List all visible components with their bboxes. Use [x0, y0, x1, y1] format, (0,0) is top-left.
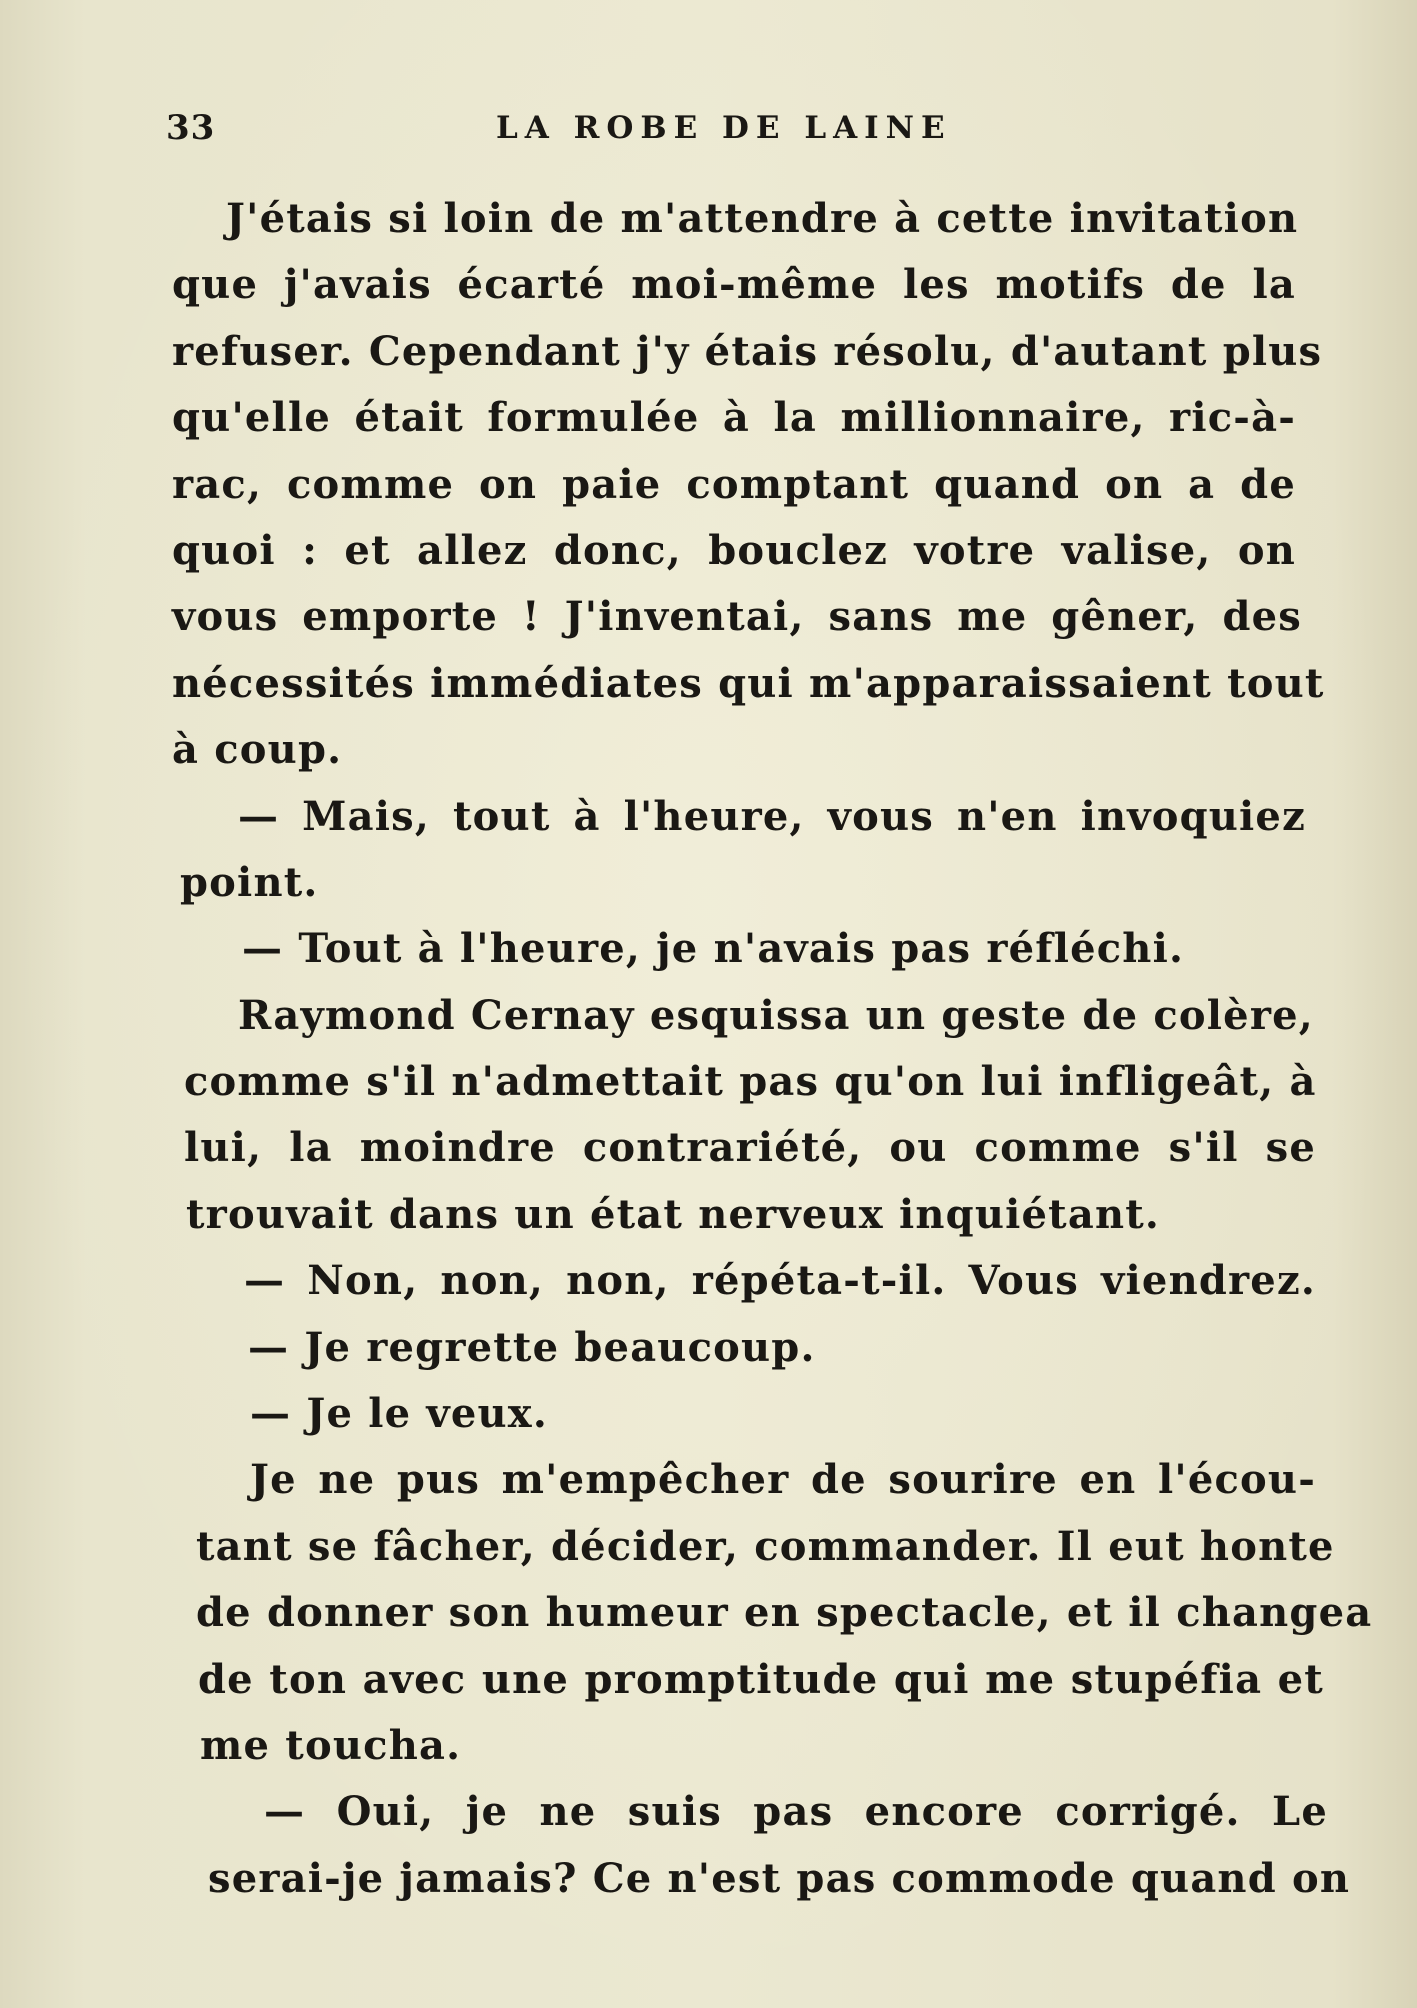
text-line: serai-je jamais? Ce n'est pas commode quand on — [208, 1854, 1351, 1902]
text-line: — Mais, tout à l'heure, vous n'en invoquiez — [238, 792, 1306, 840]
text-line: refuser. Cependant j'y étais résolu, d'autant plus — [172, 327, 1323, 375]
text-line: — Tout à l'heure, je n'avais pas réfléchi. — [242, 925, 1185, 973]
text-line: rac, comme on paie comptant quand on a de — [172, 460, 1296, 508]
running-title: LA ROBE DE LAINE — [496, 110, 952, 146]
text-line: nécessités immédiates qui m'apparaissaient tout — [172, 659, 1325, 707]
text-line: à coup. — [172, 726, 343, 774]
text-line: — Oui, je ne suis pas encore corrigé. Le — [264, 1788, 1328, 1836]
text-line: de donner son humeur en spectacle, et il changea — [196, 1589, 1373, 1637]
text-line: J'étais si loin de m'attendre à cette invitation — [226, 195, 1299, 242]
text-line: quoi : et allez donc, bouclez votre valise, on — [172, 526, 1296, 574]
text-line: vous emporte ! J'inventai, sans me gêner, des — [172, 593, 1302, 641]
text-line: comme s'il n'admettait pas qu'on lui infligeât, à — [184, 1058, 1317, 1106]
text-line: Raymond Cernay esquissa un geste de colère, — [238, 991, 1314, 1039]
text-line: me toucha. — [200, 1721, 462, 1769]
text-line: trouvait dans un état nerveux inquiétant. — [186, 1190, 1161, 1238]
body-text — [172, 186, 1373, 1912]
text-line: qu'elle était formulée à la millionnaire, ric-à- — [172, 394, 1296, 442]
page-number: 33 — [166, 108, 216, 148]
text-line: — Non, non, non, répéta-t-il. Vous viendrez. — [244, 1257, 1316, 1305]
text-line: de ton avec une promptitude qui me stupéfia et — [198, 1655, 1324, 1703]
text-line: lui, la moindre contrariété, ou comme s'il se — [184, 1124, 1316, 1172]
text-line: — Je le veux. — [250, 1390, 548, 1438]
text-line: — Je regrette beaucoup. — [248, 1323, 816, 1371]
text-line: que j'avais écarté moi-même les motifs de la — [172, 261, 1296, 309]
text-line: point. — [180, 858, 319, 906]
text-line: Je ne pus m'empêcher de sourire en l'écou- — [250, 1456, 1316, 1504]
text-line: tant se fâcher, décider, commander. Il eut honte — [196, 1522, 1335, 1570]
page-header — [166, 108, 1006, 158]
